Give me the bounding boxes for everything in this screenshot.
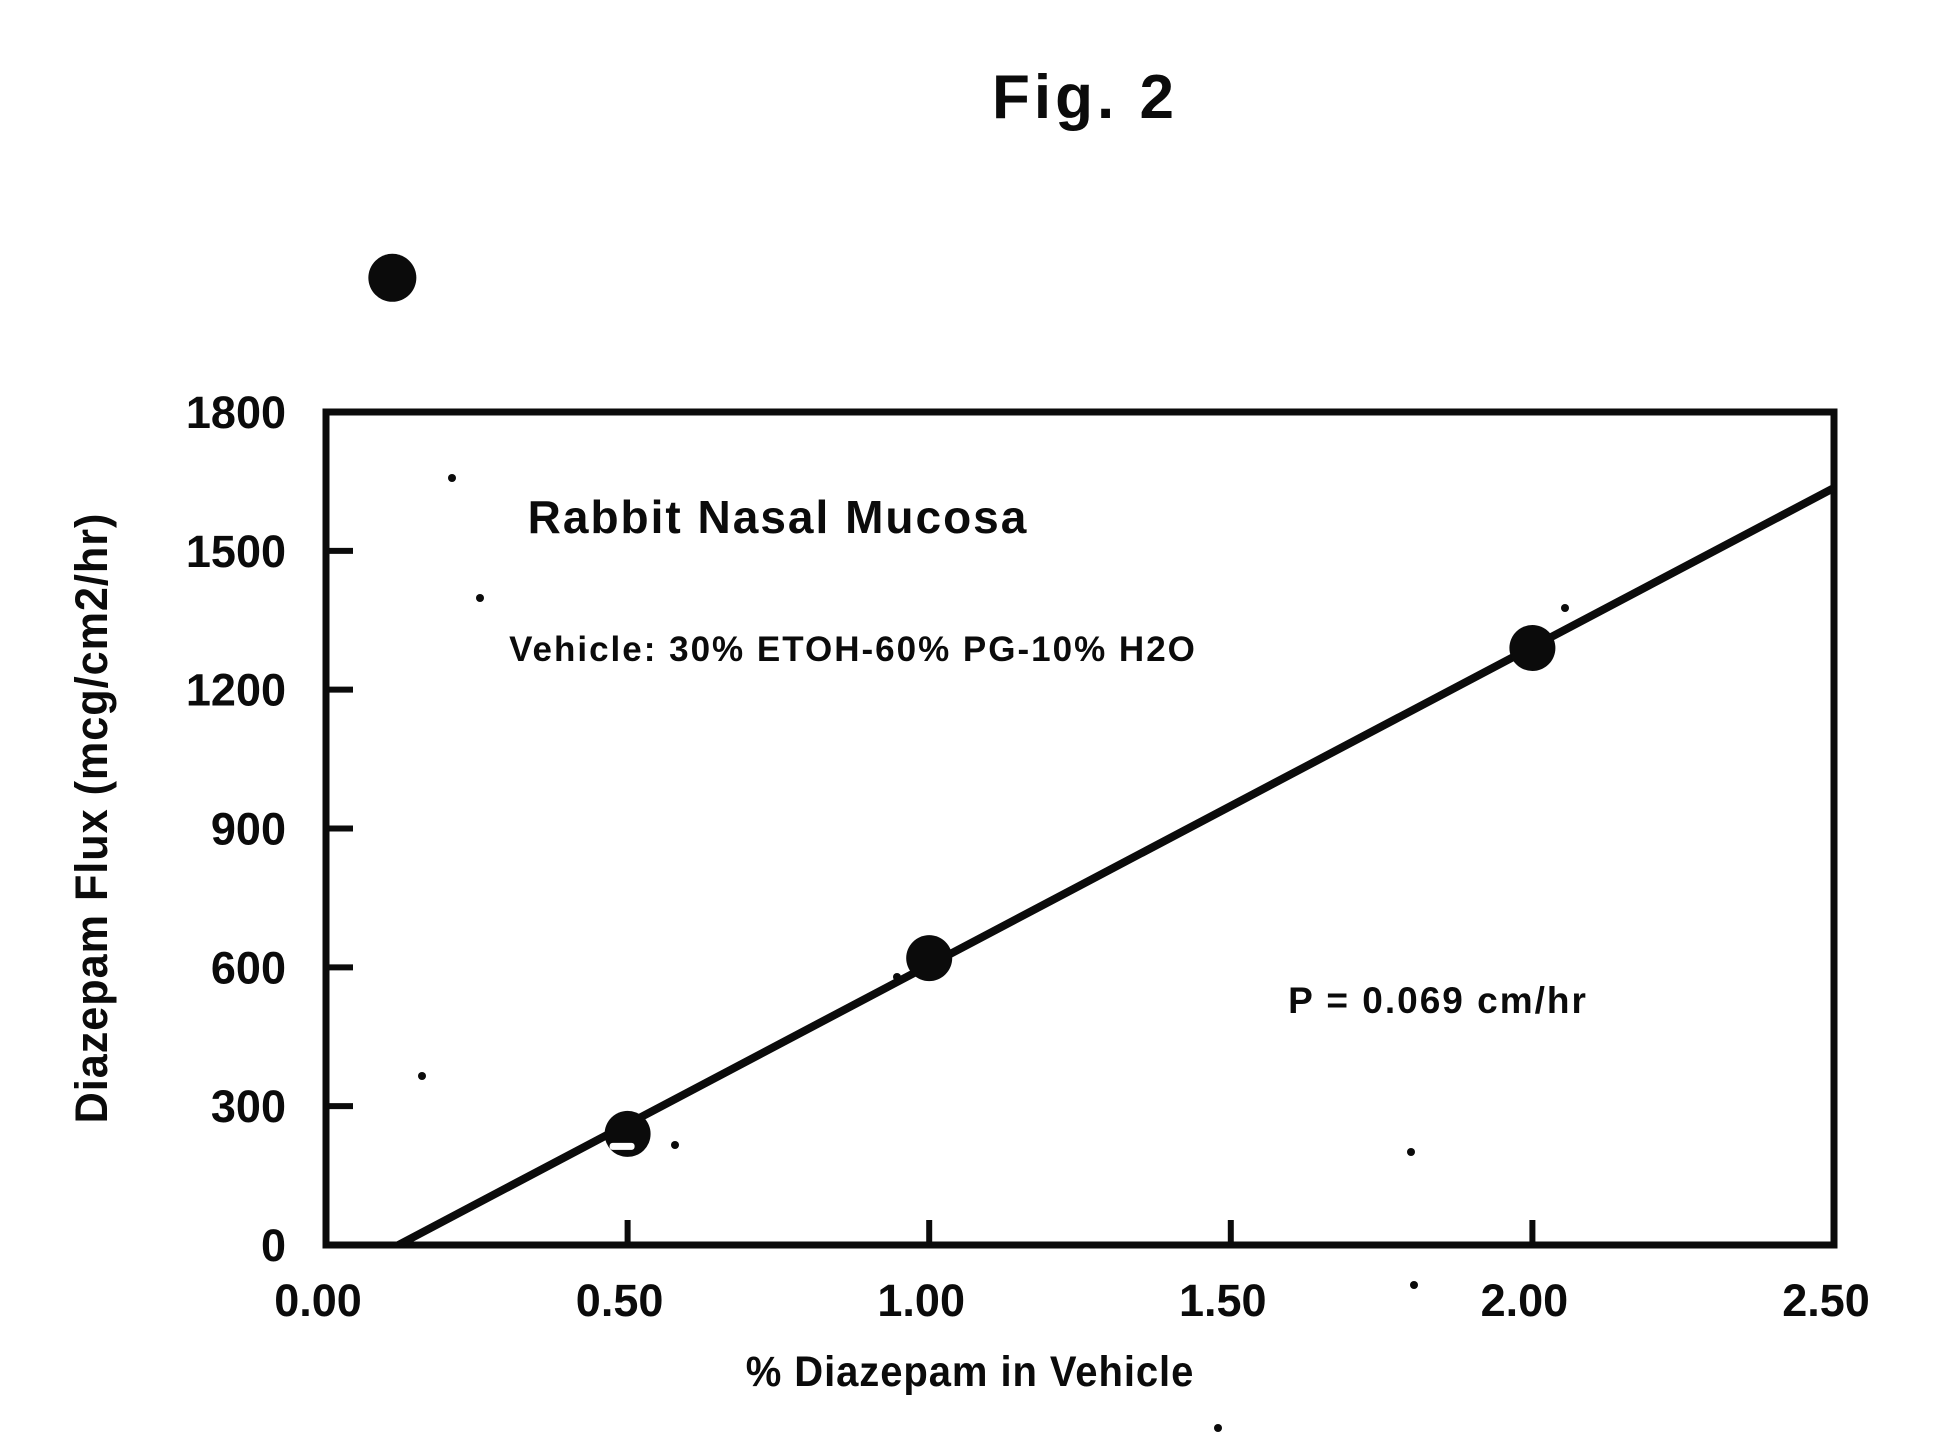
- y-axis-label: Diazepam Flux (mcg/cm2/hr): [66, 512, 117, 1124]
- chart-subtitle: Vehicle: 30% ETOH-60% PG-10% H2O: [509, 630, 1197, 669]
- y-tick-label: 1200: [185, 664, 286, 716]
- x-tick-label: 0.00: [274, 1275, 362, 1326]
- data-point: [906, 935, 952, 981]
- scan-speck: [671, 1141, 679, 1149]
- x-tick-label: 1.00: [877, 1275, 965, 1326]
- data-point: [605, 1111, 651, 1157]
- permeability-annotation: P = 0.069 cm/hr: [1288, 980, 1588, 1021]
- y-tick-label: 300: [210, 1081, 286, 1133]
- x-tick-label: 0.50: [575, 1275, 664, 1326]
- y-tick-label: 0: [260, 1220, 286, 1271]
- data-point: [1509, 625, 1555, 671]
- print-notch: [610, 1143, 635, 1150]
- figure-label: Fig. 2: [992, 63, 1178, 132]
- scan-speck: [448, 474, 456, 482]
- y-tick-label: 600: [210, 942, 286, 994]
- y-tick-label: 1800: [185, 387, 286, 438]
- scan-speck: [418, 1072, 426, 1080]
- y-tick-label: 900: [210, 803, 286, 855]
- scan-speck: [893, 973, 901, 981]
- scan-speck: [1410, 1281, 1418, 1289]
- y-tick-label: 1500: [185, 525, 286, 577]
- chart-title: Rabbit Nasal Mucosa: [527, 491, 1029, 543]
- x-axis-label: % Diazepam in Vehicle: [745, 1348, 1195, 1396]
- scan-speck: [476, 594, 484, 602]
- scan-speck: [1407, 1148, 1415, 1156]
- scan-speck: [1561, 604, 1569, 612]
- scan-speck: [1214, 1424, 1222, 1432]
- x-tick-label: 2.00: [1480, 1275, 1569, 1326]
- offscale-data-point: [368, 254, 416, 302]
- x-tick-label: 2.50: [1782, 1275, 1870, 1326]
- x-tick-label: 1.50: [1179, 1275, 1267, 1326]
